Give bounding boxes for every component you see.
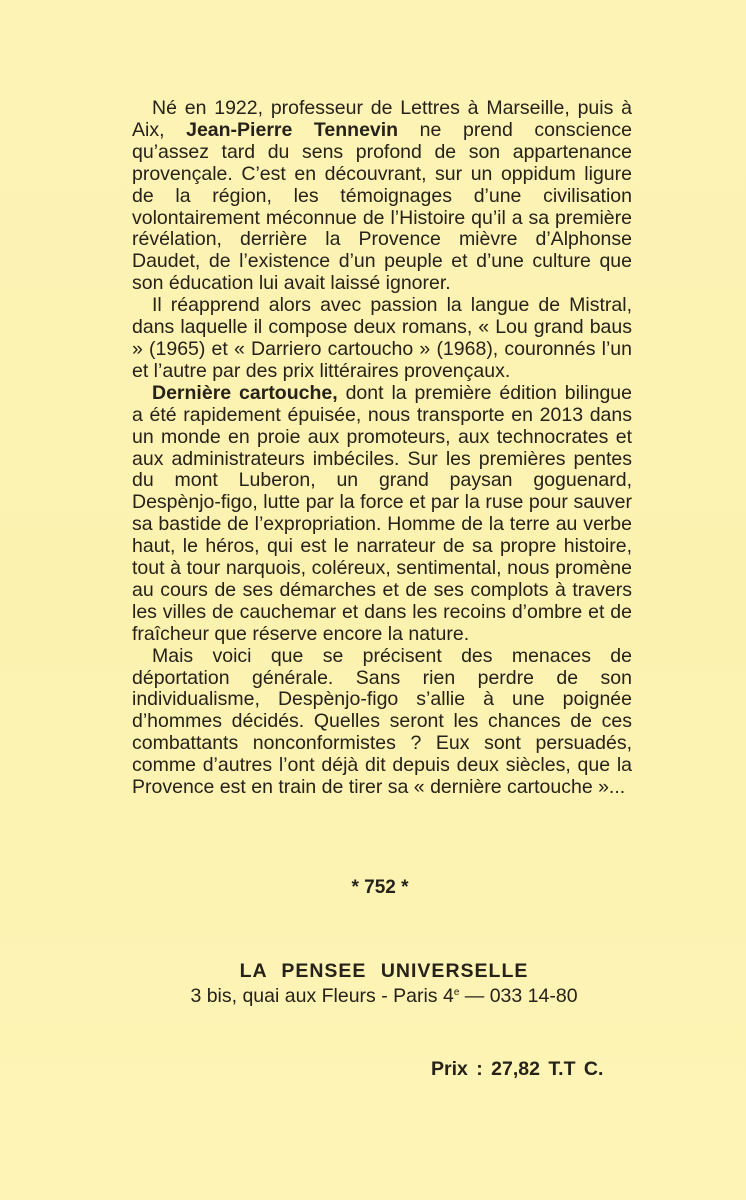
- paragraph-author-bio: Né en 1922, professeur de Lettres à Marseille, puis à Aix, Jean-Pierre Tennevin ne prend conscience qu’assez tard du sens profond de son appartenance provençale. C’est en découvrant, sur un oppidum ligure de la région, les témoignages d’une civilisation volontairement méconnue de l’Histoire qu’il a sa première révélation, derrière la Provence mièvre d’Alphonse Daudet, de l’existence d’un peuple et d’une culture que son éducation lui avait laissé ignorer.: [132, 97, 632, 295]
- publisher-address: 3 bis, quai aux Fleurs - Paris 4e — 033 14-80: [190, 985, 578, 1007]
- book-title: Dernière cartouche,: [152, 381, 338, 404]
- price-label: Prix : 27,82 T.T C.: [431, 1058, 604, 1080]
- series-number: * 752 *: [351, 877, 409, 898]
- author-name: Jean-Pierre Tennevin: [186, 118, 399, 141]
- paragraph-synopsis: Dernière cartouche, dont la première édition bilingue a été rapidement épuisée, nous transporte en 2013 dans un monde en proie aux promoteurs, aux technocrates et aux administrateurs imbéciles. Sur les premières pentes du mont Luberon, un grand paysan goguenard, Despènjo-figo, lutte par la force et par la ruse pour sauver sa bastide de l’expropriation. Homme de la terre au verbe haut, le héros, qui est le narrateur de sa propre histoire, tout à tour narquois, coléreux, sentimental, nous promène au cours de ses démarches et de ses complots à travers les villes de cauchemar et dans les recoins d’ombre et de fraîcheur que réserve encore la nature.: [132, 381, 632, 645]
- blurb-text: [132, 98, 632, 799]
- paragraph-novels: Il réapprend alors avec passion la langue de Mistral, dans laquelle il compose deux romans, « Lou grand baus » (1965) et « Darriero cartoucho » (1968), couronnés l’un et l’autre par des prix littéraires provençaux.: [132, 294, 632, 382]
- publisher-name: LA PENSEE UNIVERSELLE: [239, 960, 529, 982]
- paragraph-conclusion: Mais voici que se précisent des menaces de déportation générale. Sans rien perdre de son individualisme, Despènjo-figo s’allie à une poignée d’hommes décidés. Quelles seront les chances de ces combattants nonconformistes ? Eux sont persuadés, comme d’autres l’ont déjà dit depuis deux siècles, que la Provence est en train de tirer sa « dernière cartouche »...: [132, 644, 632, 799]
